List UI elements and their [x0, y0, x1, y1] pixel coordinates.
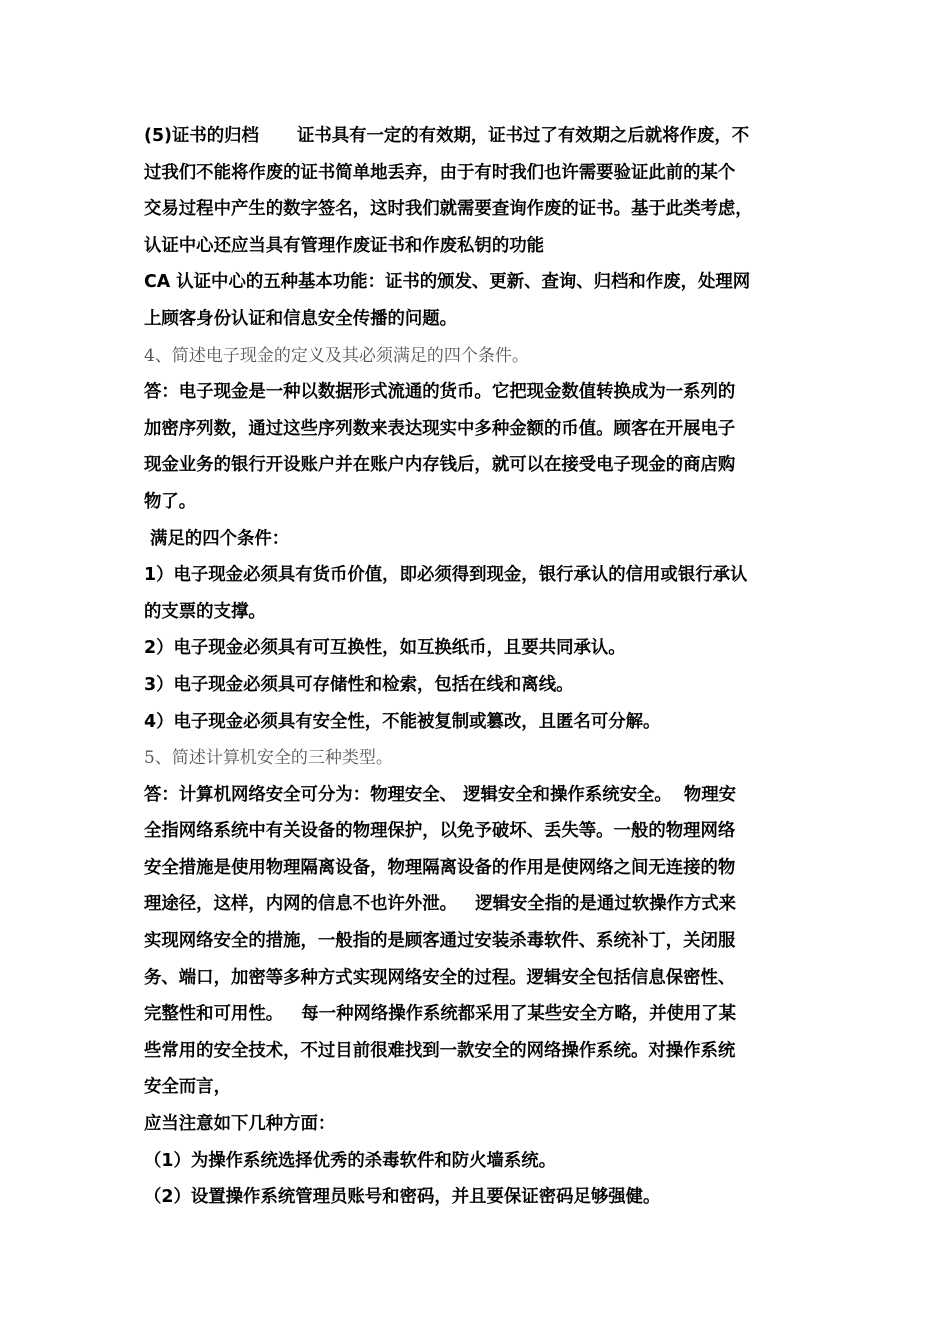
list-item: 1）电子现金必须具有货币价值，即必须得到现金，银行承认的信用或银行承认 — [144, 565, 748, 586]
answer-line: 物了。 — [144, 491, 197, 512]
paragraph-line: 过我们不能将作废的证书简单地丢弃，由于有时我们也许需要验证此前的某个 — [144, 162, 736, 183]
answer-line: 理途径，这样，内网的信息不也许外泄。 逻辑安全指的是通过软操作方式来 — [144, 894, 737, 915]
answer-line: 答：计算机网络安全可分为：物理安全、 逻辑安全和操作系统安全。 物理安 — [144, 784, 737, 805]
answer-line: 安全措施是使用物理隔离设备，物理隔离设备的作用是使网络之间无连接的物 — [144, 857, 736, 878]
list-item: （2）设置操作系统管理员账号和密码，并且要保证密码足够强健。 — [144, 1187, 661, 1208]
line-text: 证书具有一定的有效期，证书过了有效期之后就将作废，不 — [296, 126, 750, 146]
question-heading: 5、简述计算机安全的三种类型。 — [144, 748, 393, 769]
document-body — [144, 118, 824, 1216]
paragraph-line: 应当注意如下几种方面： — [144, 1114, 336, 1135]
answer-line: 务、端口，加密等多种方式实现网络安全的过程。逻辑安全包括信息保密性、 — [144, 967, 736, 988]
list-item: 2）电子现金必须具有可互换性，如互换纸币，且要共同承认。 — [144, 638, 626, 659]
answer-line: 实现网络安全的措施，一般指的是顾客通过安装杀毒软件、系统补丁，关闭服 — [144, 931, 736, 952]
answer-line: 安全而言， — [144, 1077, 231, 1098]
list-heading: 满足的四个条件： — [144, 528, 290, 549]
answer-line: 现金业务的银行开设账户并在账户内存钱后，就可以在接受电子现金的商店购 — [144, 455, 736, 476]
answer-line: 答：电子现金是一种以数据形式流通的货币。它把现金数值转换成为一系列的 — [144, 382, 736, 403]
question-heading: 4、简述电子现金的定义及其必须满足的四个条件。 — [144, 345, 529, 366]
answer-line: 完整性和可用性。 每一种网络操作系统都采用了某些安全方略，并使用了某 — [144, 1004, 737, 1025]
answer-line: 加密序列数，通过这些序列数来表达现实中多种金额的币值。顾客在开展电子 — [144, 418, 736, 439]
paragraph-line: 交易过程中产生的数字签名，这时我们就需要查询作废的证书。基于此类考虑， — [144, 199, 753, 220]
list-item: 3）电子现金必须具可存储性和检索，包括在线和离线。 — [144, 674, 574, 695]
paragraph-line — [144, 118, 824, 155]
answer-line: 全指网络系统中有关设备的物理保护，以免予破坏、丢失等。一般的物理网络 — [144, 821, 736, 842]
list-item: 4）电子现金必须具有安全性，不能被复制或篡改，且匿名可分解。 — [144, 711, 661, 732]
paragraph-line: CA 认证中心的五种基本功能：证书的颁发、更新、查询、归档和作废，处理网 — [144, 272, 751, 293]
paragraph-line: 认证中心还应当具有管理作废证书和作废私钥的功能 — [144, 235, 544, 256]
list-item: 的支票的支撑。 — [144, 601, 266, 622]
paragraph-line: 上顾客身份认证和信息安全传播的问题。 — [144, 308, 458, 329]
answer-line: 些常用的安全技术，不过目前很难找到一款安全的网络操作系统。对操作系统 — [144, 1040, 736, 1061]
list-item: （1）为操作系统选择优秀的杀毒软件和防火墙系统。 — [144, 1150, 557, 1171]
section-heading: (5)证书的归档 — [144, 126, 259, 146]
